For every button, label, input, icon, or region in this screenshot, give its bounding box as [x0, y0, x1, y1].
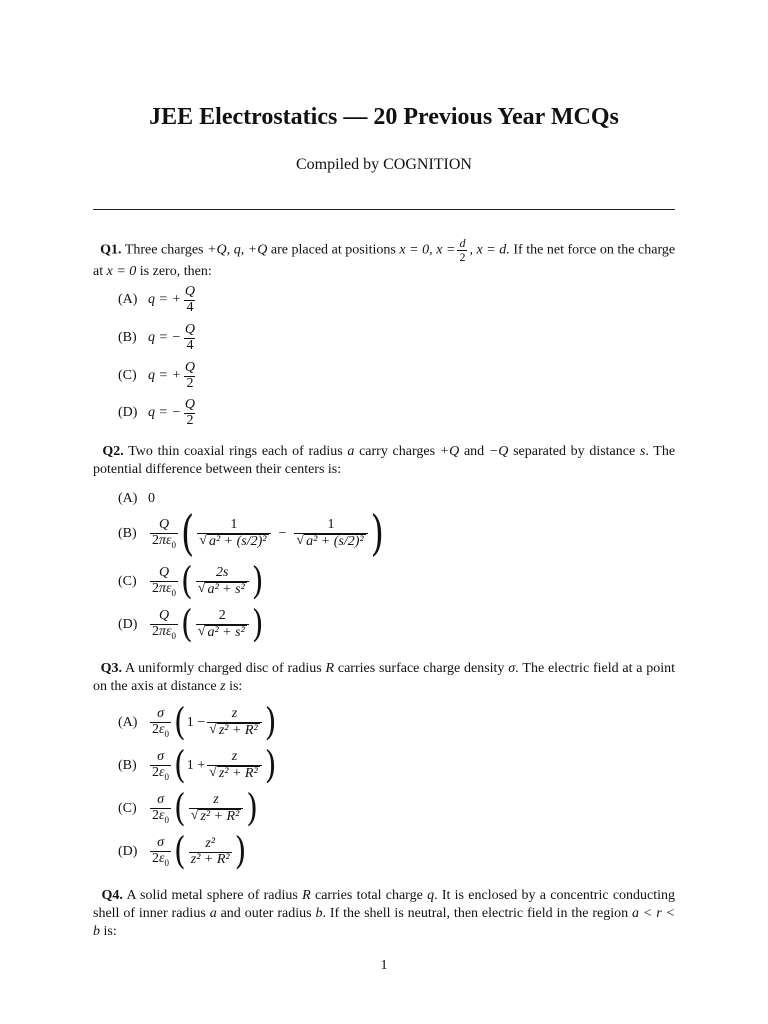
q1-option-b[interactable]: (B) q = − $\frac{Q}{4}$ [118, 321, 196, 353]
page-title: JEE Electrostatics — 20 Previous Year MCQs [149, 104, 619, 130]
q3-option-a[interactable]: (A) $\frac{\sigma}{2\varepsilon_0}$ ( 1 − z √ z² + R² ) [118, 700, 277, 745]
question-3-text: Q3. A uniformly charged disc of radius R carries surface charge density σ. The electric field at a point on the axis at distance z is: [93, 661, 676, 694]
q2-option-d[interactable]: (D) $\frac{Q}{2\pi\varepsilon_0}$ ( 2 √ a² + s² ) [118, 602, 264, 647]
question-4-text: Q4. A solid metal sphere of radius R carries total charge q. It is enclosed by a concentric conducting shell of inner radius a and outer radius b. If the shell is neutral, then electric field in the region a < r < b is: [93, 888, 676, 939]
page-subtitle: Compiled by COGNITION [296, 156, 472, 173]
question-2-text: Q2. Two thin coaxial rings each of radius a carry charges +Q and −Q separated by distance s. The potential difference between their centers is: [93, 444, 676, 477]
question-2-label: Q2. [102, 444, 124, 459]
question-4-label: Q4. [101, 888, 123, 903]
title-divider [93, 209, 675, 210]
q2-option-a[interactable]: (A) 0 [118, 491, 155, 506]
page-number: 1 [380, 958, 388, 973]
question-3-label: Q3. [100, 661, 122, 676]
question-1-text: Q1. Three charges +Q, q, +Q are placed at positions x = 0, x = $\frac{d}{2}$ , x = d. If the net force on the charge at x = 0 is zero, then: [93, 236, 676, 280]
q1-option-a[interactable]: (A) q = + $\frac{Q}{4}$ [118, 283, 196, 315]
q3-option-c[interactable]: (C) $\frac{\sigma}{2\varepsilon_0}$ ( z √ z² + R² ) [118, 786, 258, 831]
q3-option-b[interactable]: (B) $\frac{\sigma}{2\varepsilon_0}$ ( 1 + z √ z² + R² ) [118, 743, 277, 788]
q3-option-d[interactable]: (D) $\frac{\sigma}{2\varepsilon_0}$ ( $\frac{\text{z²}}{\text{z² + R²}}$ ) [118, 829, 247, 874]
q1-option-d[interactable]: (D) q = − $\frac{Q}{2}$ [118, 396, 196, 428]
question-1-label: Q1. [100, 242, 122, 258]
q1-option-c[interactable]: (C) q = + $\frac{Q}{2}$ [118, 359, 196, 391]
q2-option-b[interactable]: (B) $\frac{Q}{2\pi\varepsilon_0}$ ( 1 √ a² + (s/2)² − 1 √ a² + (s/2)² ) [118, 506, 384, 562]
q2-option-c[interactable]: (C) $\frac{Q}{2\pi\varepsilon_0}$ ( 2s √ a² + s² ) [118, 559, 264, 604]
